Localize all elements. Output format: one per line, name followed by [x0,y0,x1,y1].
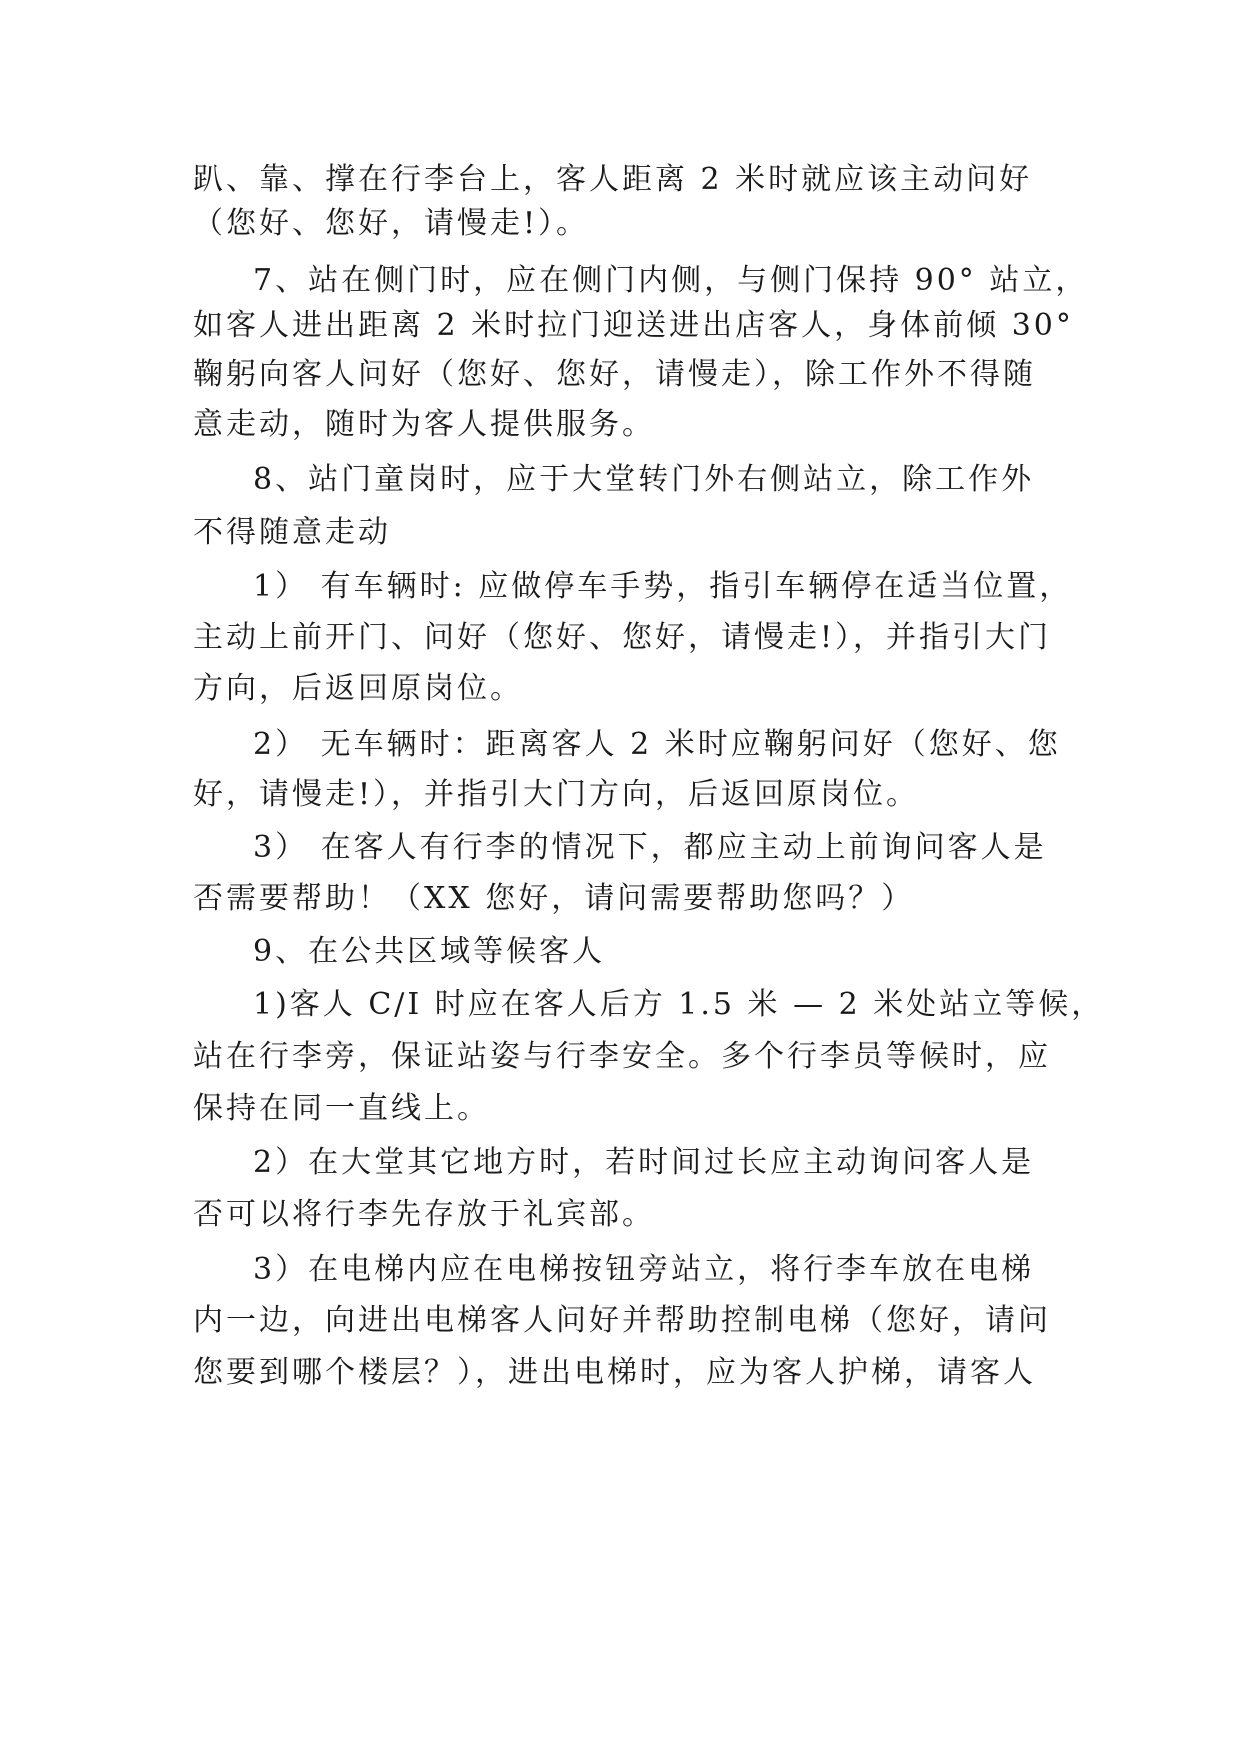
text-line: 意走动，随时为客人提供服务。 [193,407,655,442]
paragraph-start-line: 3） 在客人有行李的情况下，都应主动上前询问客人是 [253,830,1047,865]
text-line: 主动上前开门、问好（您好、您好，请慢走!），并指引大门 [193,620,1052,655]
paragraph-start-line: 1)客人 C/I 时应在客人后方 1.5 米 — 2 米处站立等候， [253,987,1105,1022]
text-line: 站在行李旁，保证站姿与行李安全。多个行李员等候时，应 [193,1039,1051,1074]
text-line: 保持在同一直线上。 [193,1091,490,1126]
paragraph-start-line: 2） 无车辆时：距离客人 2 米时应鞠躬问好（您好、您 [253,727,1061,762]
text-line: 趴、靠、撑在行李台上，客人距离 2 米时就应该主动问好 [193,162,1033,197]
paragraph-start-line: 3）在电梯内应在电梯按钮旁站立，将行李车放在电梯 [253,1252,1035,1287]
text-line: 否需要帮助！（XX 您好，请问需要帮助您吗？） [193,881,915,916]
paragraph-start-line: 7、站在侧门时，应在侧门内侧，与侧门保持 90° 站立， [253,263,1089,298]
text-line: 否可以将行李先存放于礼宾部。 [193,1197,655,1232]
paragraph-start-line: 1） 有车辆时: 应做停车手势，指引车辆停在适当位置， [253,569,1073,604]
paragraph-start-line: 8、站门童岗时，应于大堂转门外右侧站立，除工作外 [253,462,1035,497]
text-line: 鞠躬向客人问好（您好、您好，请慢走），除工作外不得随 [193,357,1036,392]
paragraph-start-line: 9、在公共区域等候客人 [253,934,606,969]
text-line: 不得随意走动 [193,515,391,550]
text-line: 您要到哪个楼层？），进出电梯时，应为客人护梯，请客人 [193,1355,1036,1390]
text-line: 方向，后返回原岗位。 [193,671,523,706]
text-line: （您好、您好，请慢走!）。 [193,206,590,241]
text-line: 好，请慢走!），并指引大门方向，后返回原岗位。 [193,777,920,812]
paragraph-start-line: 2）在大堂其它地方时，若时间过长应主动询问客人是 [253,1145,1035,1180]
text-line: 如客人进出距离 2 米时拉门迎送进出店客人，身体前倾 30° [193,308,1074,343]
text-line: 内一边，向进出电梯客人问好并帮助控制电梯（您好，请问 [193,1303,1051,1338]
